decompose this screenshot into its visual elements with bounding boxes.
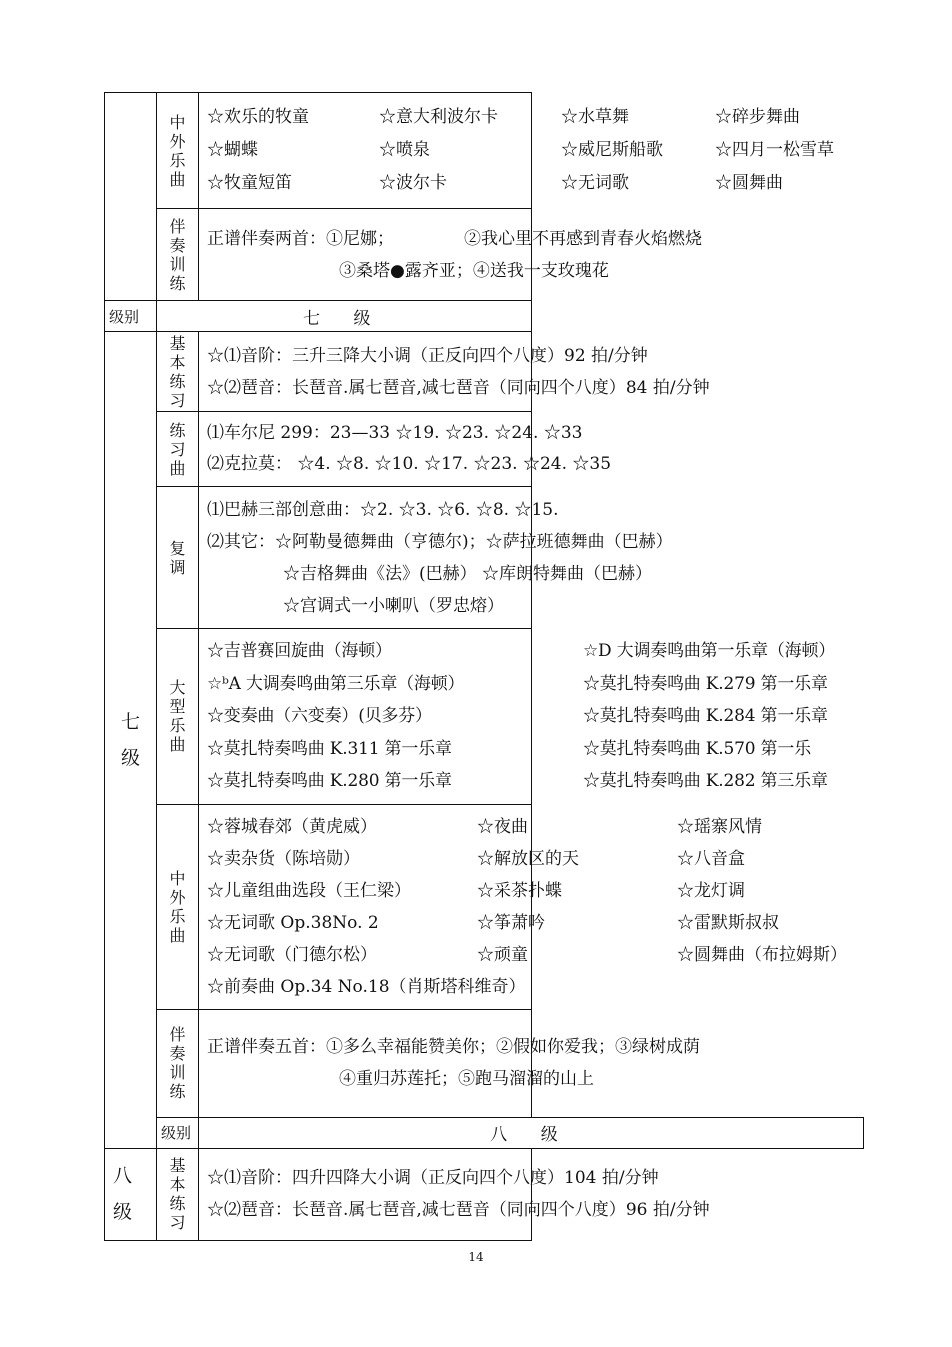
piece-row bbox=[207, 843, 745, 875]
piece-row bbox=[207, 167, 783, 200]
piece: ☆龙灯调 bbox=[677, 880, 745, 901]
piece: ☆碎步舞曲 bbox=[715, 107, 800, 127]
piece: ☆水草舞 bbox=[561, 107, 629, 127]
piece: ☆八音盒 bbox=[677, 848, 745, 869]
piece-row bbox=[207, 101, 800, 134]
category-large-pieces: 大 型 乐 曲 bbox=[157, 629, 199, 805]
piece: ☆雷默斯叔叔 bbox=[677, 912, 779, 933]
piece: ☆筝萧吟 bbox=[477, 912, 545, 933]
sec6-foreign-row bbox=[105, 93, 864, 209]
tempo: 92 拍/分钟 bbox=[564, 345, 648, 366]
piece: ☆威尼斯船歌 bbox=[561, 140, 663, 160]
l7-accomp-content bbox=[199, 1009, 700, 1117]
piece-row bbox=[207, 939, 847, 971]
piece: ☆采茶扑蝶 bbox=[477, 880, 562, 901]
sec6-foreign-list bbox=[199, 93, 834, 209]
accomp-text: ②我心里不再感到青春火焰燃烧 bbox=[464, 228, 702, 249]
category-foreign-pieces: 中 外 乐 曲 bbox=[157, 93, 199, 209]
etude-line: ⑵克拉莫： ☆4. ☆8. ☆10. ☆17. ☆23. ☆24. ☆35 bbox=[207, 454, 612, 474]
l7-basic-content bbox=[199, 332, 710, 412]
piece: ☆变奏曲（六变奏）(贝多芬） bbox=[207, 706, 432, 726]
piece: ☆无词歌 bbox=[561, 173, 629, 193]
piece: ☆莫扎特奏鸣曲 K.279 第一乐章 bbox=[583, 673, 828, 694]
piece: ☆四月一松雪草 bbox=[715, 140, 834, 160]
category-foreign-pieces: 中 外 乐 曲 bbox=[157, 804, 199, 1009]
l8-basic-row bbox=[105, 1148, 864, 1240]
l8-basic-content bbox=[199, 1148, 710, 1240]
tempo: 96 拍/分钟 bbox=[625, 1200, 710, 1220]
level-label: 级别 bbox=[105, 301, 157, 332]
piece-row bbox=[207, 733, 811, 766]
piece-row bbox=[207, 875, 745, 907]
piece: ☆莫扎特奏鸣曲 K.280 第一乐章 bbox=[207, 771, 452, 791]
piece: ☆喷泉 bbox=[379, 140, 430, 160]
l7-polyphony-content bbox=[199, 487, 673, 629]
exercise-line: ☆⑴音阶：四升四降大小调（正反向四个八度） 104 拍/分钟 bbox=[207, 1162, 523, 1194]
tempo: 84 拍/分钟 bbox=[625, 377, 710, 398]
piece: ☆圆舞曲（布拉姆斯） bbox=[677, 944, 847, 965]
level6-label-cell bbox=[105, 93, 157, 301]
syllabus-table bbox=[104, 92, 864, 1241]
polyphony-line: ⑵其它：☆阿勒曼德舞曲（亨德尔)；☆萨拉班德舞曲（巴赫） bbox=[207, 531, 673, 552]
level8-label-cell: 八 级 bbox=[105, 1148, 157, 1240]
sec6-accomp-content bbox=[199, 209, 702, 301]
piece: ☆顽童 bbox=[477, 944, 528, 965]
l7-foreign-row bbox=[105, 804, 864, 1009]
etude-line: ⑴车尔尼 299：23—33 ☆19. ☆23. ☆24. ☆33 bbox=[207, 423, 583, 443]
category-polyphony: 复 调 bbox=[157, 487, 199, 629]
l7-accomp-row bbox=[105, 1009, 864, 1117]
piece: ☆瑶寨风情 bbox=[677, 816, 762, 837]
l7-large-row bbox=[105, 629, 864, 805]
exercise-line: ☆⑴音阶：三升三降大小调（正反向四个八度） 92 拍/分钟 bbox=[207, 340, 523, 372]
piece: ☆莫扎特奏鸣曲 K.284 第一乐章 bbox=[583, 706, 828, 726]
piece: ☆波尔卡 bbox=[379, 173, 447, 193]
polyphony-line: ⑴巴赫三部创意曲：☆2. ☆3. ☆6. ☆8. ☆15. bbox=[207, 499, 559, 520]
piece: ☆莫扎特奏鸣曲 K.282 第三乐章 bbox=[583, 771, 828, 791]
piece: ☆ᵇA 大调奏鸣曲第三乐章（海顿） bbox=[207, 673, 465, 694]
piece-row bbox=[207, 811, 762, 843]
page-number: 14 bbox=[468, 1250, 484, 1264]
l7-large-content bbox=[199, 629, 836, 805]
piece: ☆儿童组曲选段（王仁梁） bbox=[207, 880, 411, 901]
piece-row bbox=[207, 907, 779, 939]
piece: ☆前奏曲 Op.34 No.18（肖斯塔科维奇） bbox=[207, 976, 526, 997]
piece: ☆蓉城春郊（黄虎威） bbox=[207, 816, 377, 837]
piece: ☆无词歌（门德尔松） bbox=[207, 944, 377, 965]
sec6-accomp-row bbox=[105, 209, 864, 301]
l7-foreign-content bbox=[199, 804, 847, 1009]
level-title: 七 级 bbox=[157, 301, 532, 332]
polyphony-line: ☆吉格舞曲《法》(巴赫） ☆库朗特舞曲（巴赫） bbox=[283, 563, 653, 584]
piece: ☆牧童短笛 bbox=[207, 173, 292, 193]
piece-row bbox=[207, 668, 828, 701]
piece: ☆夜曲 bbox=[477, 816, 528, 837]
category-accompaniment: 伴 奏 训 练 bbox=[157, 1009, 199, 1117]
l7-etude-content bbox=[199, 412, 612, 487]
piece-row bbox=[207, 700, 828, 733]
category-accompaniment: 伴 奏 训 练 bbox=[157, 209, 199, 301]
category-basic-exercises: 基 本 练 习 bbox=[157, 1148, 199, 1240]
l7-basic-row bbox=[105, 332, 864, 412]
accomp-text: ③桑塔●露齐亚；④送我一支玫瑰花 bbox=[339, 260, 609, 281]
piece: ☆意大利波尔卡 bbox=[379, 107, 498, 127]
tempo: 104 拍/分钟 bbox=[564, 1168, 659, 1188]
accomp-text: 正谱伴奏五首：①多么幸福能赞美你；②假如你爱我；③绿树成荫 bbox=[207, 1037, 700, 1057]
piece: ☆莫扎特奏鸣曲 K.311 第一乐章 bbox=[207, 738, 452, 759]
piece: ☆莫扎特奏鸣曲 K.570 第一乐 bbox=[583, 738, 811, 759]
level8-header-row bbox=[105, 1117, 864, 1148]
piece: ☆欢乐的牧童 bbox=[207, 107, 309, 127]
piece: ☆吉普赛回旋曲（海顿） bbox=[207, 641, 392, 661]
piece-row bbox=[207, 635, 836, 668]
polyphony-line: ☆宫调式一小喇叭（罗忠熔） bbox=[283, 595, 504, 616]
piece: ☆无词歌 Op.38No. 2 bbox=[207, 912, 379, 933]
l7-polyphony-row bbox=[105, 487, 864, 629]
piece: ☆D 大调奏鸣曲第一乐章（海顿） bbox=[583, 641, 836, 661]
exercise-line: ☆⑵琶音：长琶音.属七琶音,减七琶音（同向四个八度） 84 拍/分钟 bbox=[207, 372, 523, 404]
category-basic-exercises: 基 本 练 习 bbox=[157, 332, 199, 412]
level7-header-row bbox=[105, 301, 864, 332]
level-label: 级别 bbox=[157, 1117, 199, 1148]
accomp-text: 正谱伴奏两首：①尼娜； bbox=[207, 228, 394, 249]
piece-row bbox=[207, 134, 834, 167]
piece: ☆解放区的天 bbox=[477, 848, 579, 869]
piece-row bbox=[207, 765, 828, 798]
category-etudes: 练 习 曲 bbox=[157, 412, 199, 487]
l7-etude-row bbox=[105, 412, 864, 487]
piece: ☆圆舞曲 bbox=[715, 173, 783, 193]
accomp-text: ④重归苏莲托；⑤跑马溜溜的山上 bbox=[339, 1069, 594, 1089]
piece: ☆蝴蝶 bbox=[207, 140, 258, 160]
level-title: 八 级 bbox=[199, 1117, 864, 1148]
exercise-line: ☆⑵琶音：长琶音.属七琶音,减七琶音（同向四个八度） 96 拍/分钟 bbox=[207, 1194, 523, 1226]
piece: ☆卖杂货（陈培勋） bbox=[207, 848, 360, 869]
level7-label-cell: 七 级 bbox=[105, 332, 157, 1149]
